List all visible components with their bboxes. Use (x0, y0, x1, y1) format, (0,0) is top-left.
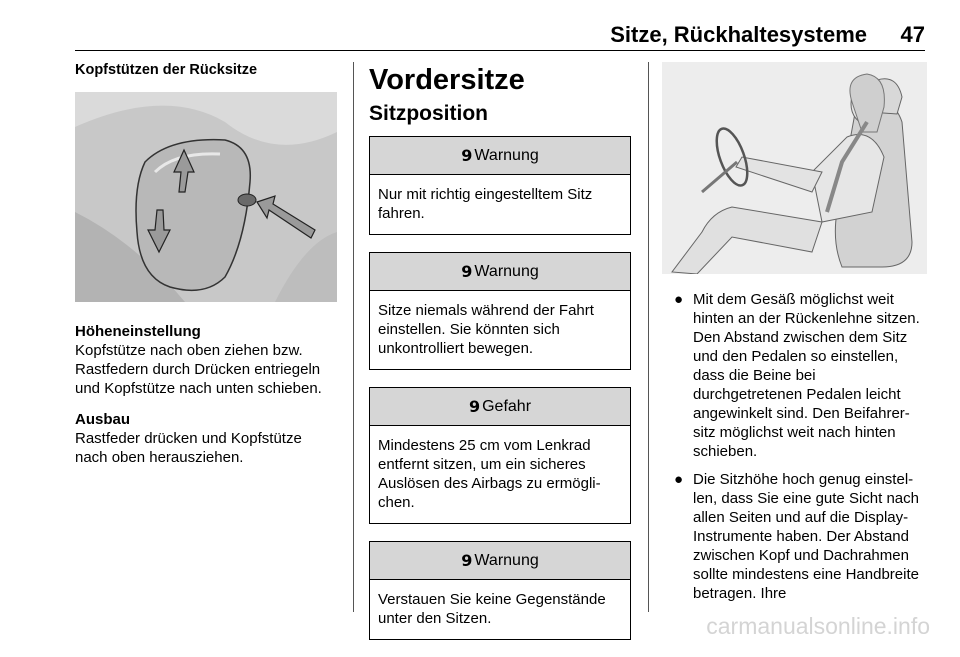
warning-triangle-icon: 9 (461, 262, 473, 281)
warning-label: Warnung (474, 551, 539, 569)
section-subheading: Sitzposition (369, 102, 488, 125)
column-divider (353, 62, 354, 612)
subsection-text: Rastfeder drücken und Kopfstütze nach oben herausziehen. (75, 430, 302, 466)
header-rule (75, 50, 925, 51)
warning-header (370, 253, 630, 291)
warning-box (369, 252, 631, 370)
subsection-heading: Ausbau (75, 411, 131, 428)
subsection-text: Kopfstütze nach oben ziehen bzw. Rastfedern durch Drücken entriegeln und Kopfstütze nach unten schieben. (75, 342, 322, 397)
watermark: carmanualsonline.info (706, 613, 930, 639)
warning-text: Nur mit richtig eingestelltem Sitz fahren. (378, 186, 593, 222)
column-divider (648, 62, 649, 612)
page-header (75, 22, 925, 50)
warning-header (370, 542, 630, 580)
list-item-text: Mit dem Gesäß möglichst weit hinten an der Rückenlehne sitzen. Den Abstand zwischen dem Sitz und den Pedalen so einstellen, dass die Beine bei durchgetretenen Pedalen leicht angewinkelt sind. Den Beifahrer-sitz möglichst weit nach hinten schieben. (693, 291, 920, 460)
headrest-illustration (75, 92, 337, 302)
warning-label: Warnung (474, 146, 539, 164)
warning-header (370, 137, 630, 175)
list-item-text: Die Sitzhöhe hoch genug einstel-len, dass Sie eine gute Sicht nach allen Seiten und auf die Display-Instrumente haben. Der Abstand zwischen Kopf und Dachrahmen sollte mindestens eine Handbreite betragen. Ihre (693, 471, 919, 602)
driver-seat-illustration (662, 62, 927, 274)
rear-headrest-column (75, 62, 337, 467)
warning-triangle-icon: 9 (461, 146, 473, 165)
warning-triangle-icon: 9 (461, 551, 473, 570)
danger-text: Mindestens 25 cm vom Lenkrad entfernt sitzen, um ein sicheres Auslösen des Airbags zu ermögli-chen. (378, 437, 601, 511)
danger-box (369, 387, 631, 524)
danger-header (370, 388, 630, 426)
page-title: Sitze, Rückhaltesysteme (610, 22, 867, 47)
bullet-icon: ● (674, 471, 684, 488)
bullet-list (662, 290, 927, 603)
list-item (662, 470, 927, 603)
section-heading: Vordersitze (369, 64, 525, 96)
danger-label: Gefahr (482, 397, 532, 415)
bullet-icon: ● (674, 291, 684, 308)
warning-box (369, 136, 631, 235)
warning-label: Warnung (474, 262, 539, 280)
list-item (662, 290, 927, 461)
seat-position-column (662, 62, 927, 612)
warning-triangle-icon: 9 (468, 397, 481, 416)
subsection-heading: Höheneinstellung (75, 323, 201, 340)
warning-box (369, 541, 631, 640)
front-seats-column (369, 62, 631, 657)
warning-text: Sitze niemals während der Fahrt einstellen. Sie könnten sich unkontrolliert bewegen. (378, 302, 594, 357)
section-title: Kopfstützen der Rücksitze (75, 62, 258, 78)
warning-text: Verstauen Sie keine Gegenstände unter den Sitzen. (378, 591, 606, 627)
page-number: 47 (900, 22, 925, 47)
